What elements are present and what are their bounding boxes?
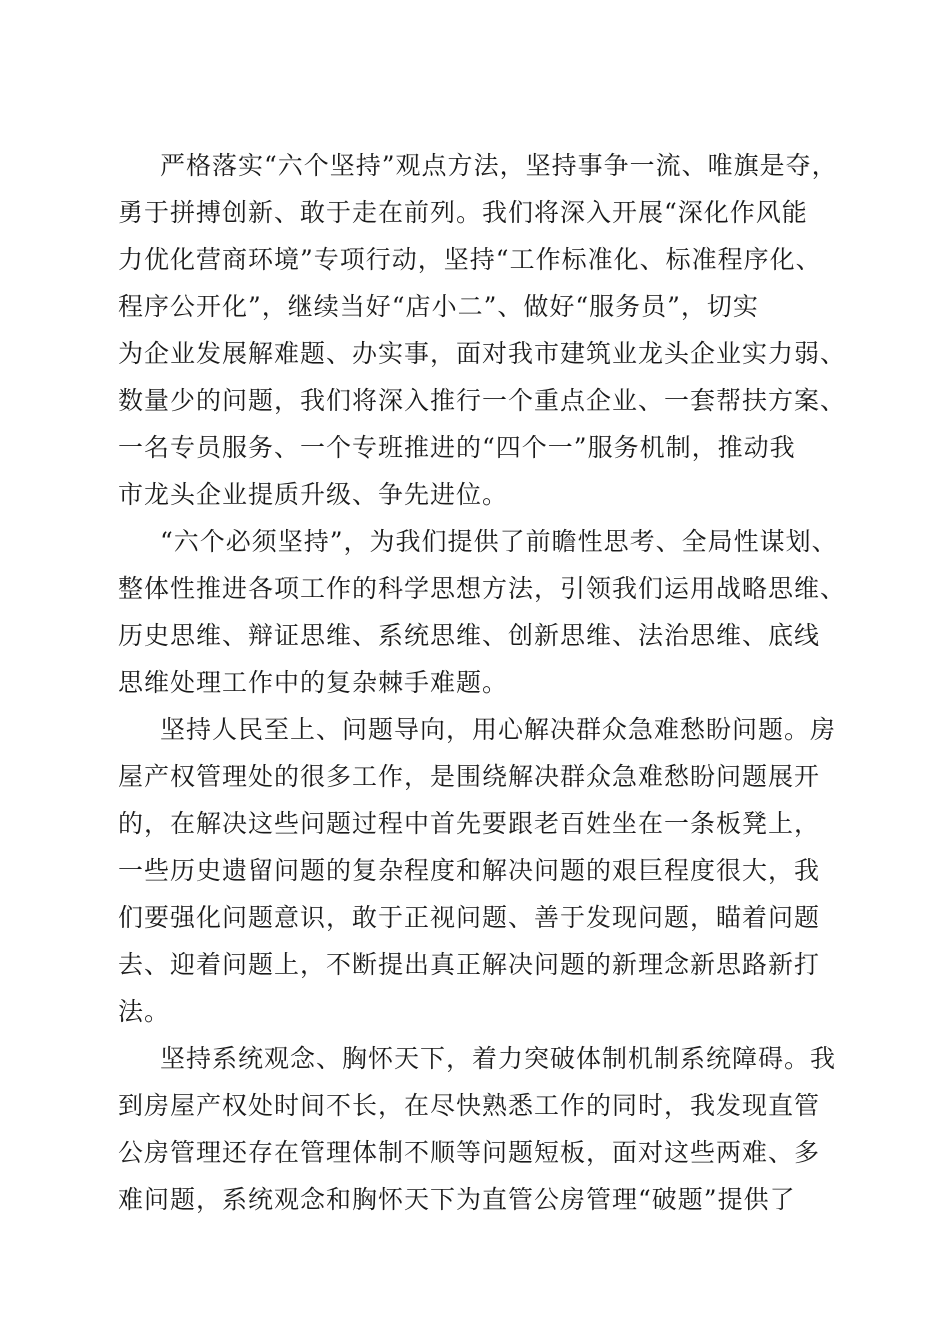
paragraph-line: “六个必须坚持”，为我们提供了前瞻性思考、全局性谋划、 — [160, 527, 838, 556]
paragraph-line: 思维处理工作中的复杂棘手难题。 — [118, 668, 509, 697]
paragraph-line: 难问题，系统观念和胸怀天下为直管公房管理“破题”提供了 — [118, 1185, 796, 1214]
paragraph-line: 严格落实“六个坚持”观点方法，坚持事争一流、唯旗是夺， — [160, 151, 838, 180]
paragraph-4 — [118, 1035, 838, 1223]
paragraph-line: 市龙头企业提质升级、争先进位。 — [118, 480, 509, 509]
paragraph-line: 数量少的问题，我们将深入推行一个重点企业、一套帮扶方案、 — [118, 386, 847, 415]
paragraph-line: 坚持系统观念、胸怀天下，着力突破体制机制系统障碍。我 — [160, 1044, 837, 1073]
paragraph-line: 程序公开化”，继续当好“店小二”、做好“服务员”，切实 — [118, 292, 759, 321]
document-body — [118, 142, 847, 1223]
paragraph-line: 屋产权管理处的很多工作，是围绕解决群众急难愁盼问题展开 — [118, 762, 821, 791]
paragraph-line: 历史思维、辩证思维、系统思维、创新思维、法治思维、底线 — [118, 621, 821, 650]
paragraph-line: 一些历史遗留问题的复杂程度和解决问题的艰巨程度很大，我 — [118, 856, 821, 885]
paragraph-line: 的，在解决这些问题过程中首先要跟老百姓坐在一条板凳上， — [118, 809, 821, 838]
paragraph-3 — [118, 706, 838, 1035]
paragraph-2 — [118, 518, 847, 706]
paragraph-line: 去、迎着问题上，不断提出真正解决问题的新理念新思路新打 — [118, 950, 821, 979]
paragraph-1 — [118, 142, 847, 518]
paragraph-line: 公房管理还存在管理体制不顺等问题短板，面对这些两难、多 — [118, 1138, 821, 1167]
paragraph-line: 整体性推进各项工作的科学思想方法，引领我们运用战略思维、 — [118, 574, 847, 603]
paragraph-line: 为企业发展解难题、办实事，面对我市建筑业龙头企业实力弱、 — [118, 339, 847, 368]
paragraph-line: 法。 — [118, 997, 171, 1026]
paragraph-line: 坚持人民至上、问题导向，用心解决群众急难愁盼问题。房 — [160, 715, 837, 744]
paragraph-line: 力优化营商环境”专项行动，坚持“工作标准化、标准程序化、 — [118, 245, 822, 274]
paragraph-line: 到房屋产权处时间不长，在尽快熟悉工作的同时，我发现直管 — [118, 1091, 821, 1120]
paragraph-line: 们要强化问题意识，敢于正视问题、善于发现问题，瞄着问题 — [118, 903, 821, 932]
paragraph-line: 一名专员服务、一个专班推进的“四个一”服务机制，推动我 — [118, 433, 796, 462]
paragraph-line: 勇于拼搏创新、敢于走在前列。我们将深入开展“深化作风能 — [118, 198, 808, 227]
